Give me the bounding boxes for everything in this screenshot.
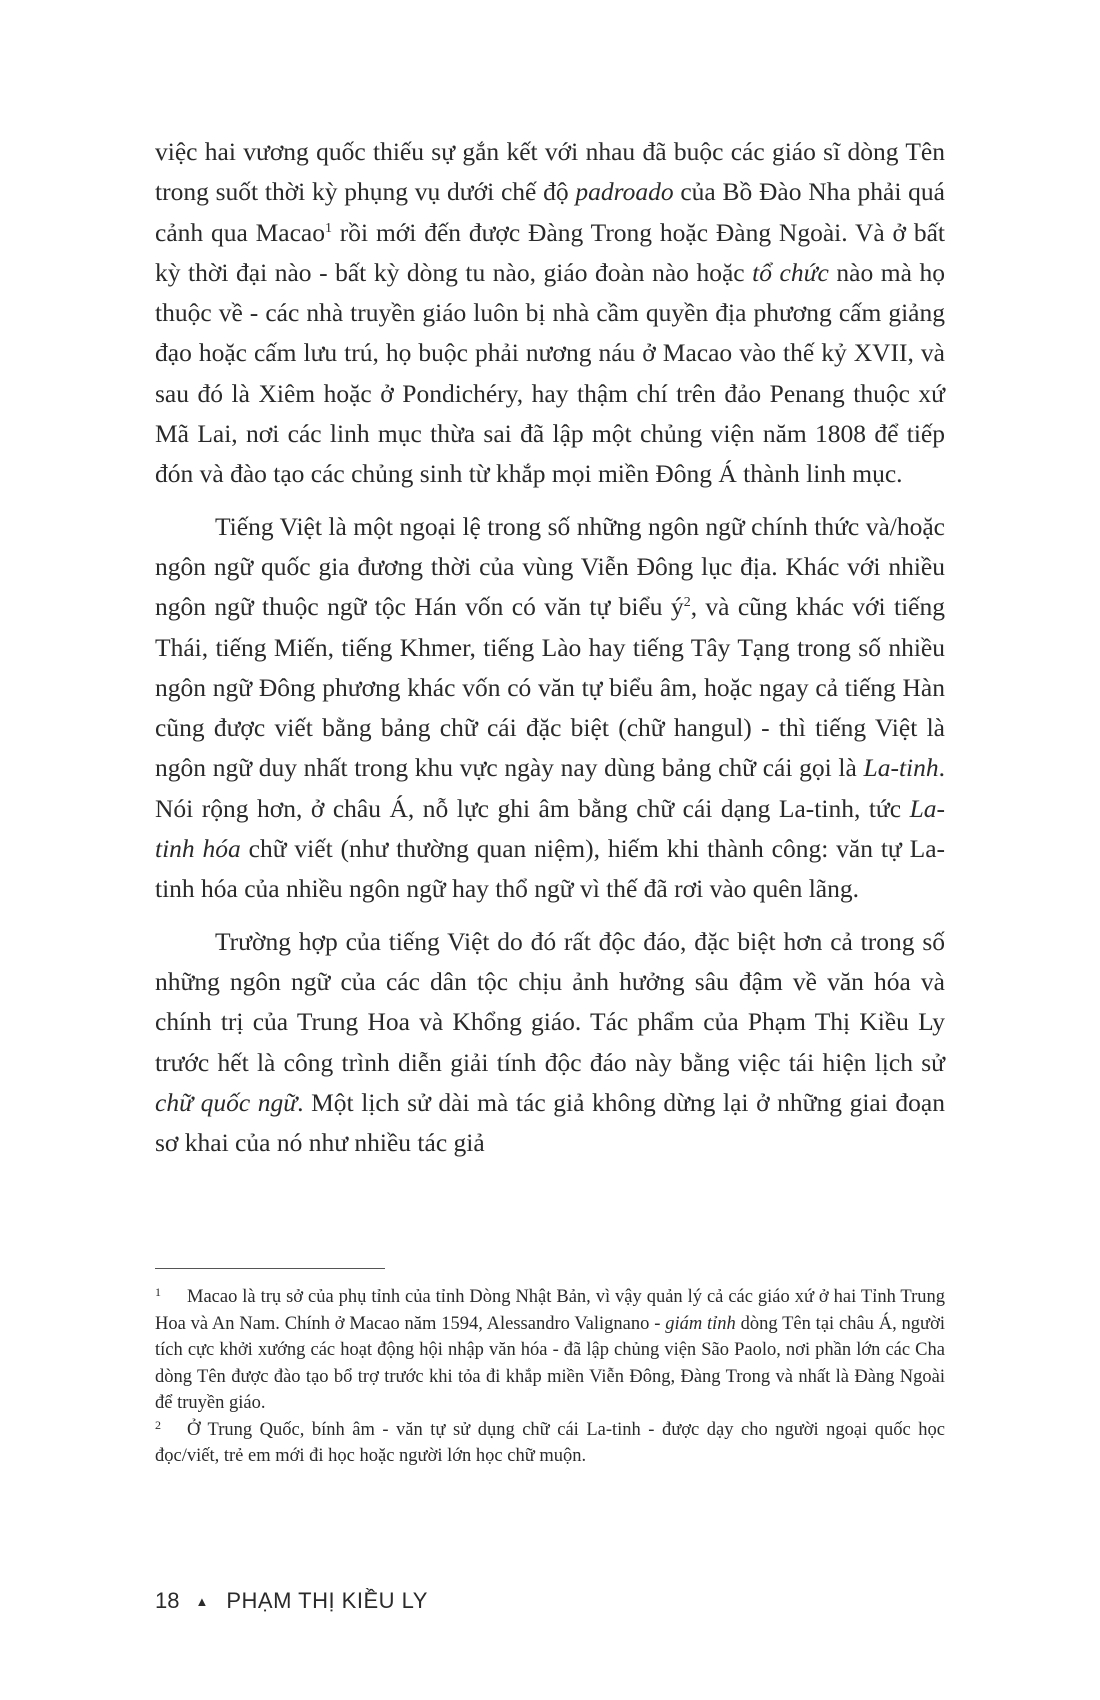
text-run: dòng Tên tại châu Á, người tích cực khởi xướng các hoạt động hội nhập văn hóa - đã lập chủng viện São Paolo, nơi phần lớn các Cha dòng Tên được đào tạo bổ trợ trước khi tỏa đi khắp miền Viễn Đông, Đàng Trong và nhất là Đàng Ngoài để truyền giáo. — [155, 1313, 945, 1413]
text-run: . Một lịch sử dài mà tác giả không dừng lại ở những giai đoạn sơ khai của nó như nhiều tác giả — [155, 1087, 946, 1158]
footnote-text — [155, 1287, 945, 1413]
triangle-icon: ▲ — [195, 1593, 209, 1609]
page-number: 18 — [155, 1588, 180, 1613]
footnote-text — [155, 1420, 945, 1467]
footnote-1: 1 Macao là trụ sở của phụ tỉnh của tỉnh Dòng Nhật Bản, vì vậy quản lý cả các giáo xứ ở hai Tỉnh Trung Hoa và An Nam. Chính ở Macao năm 1594, Alessandro Valignano - giám tỉnh dòng Tên tại châu Á, người tích cực khởi xướng các hoạt động hội nhập văn hóa - đã lập chủng viện São Paolo, nơi phần lớn các Cha dòng Tên được đào tạo bổ trợ trước khi tỏa đi khắp miền Viễn Đông, Đàng Trong và nhất là Đàng Ngoài để truyền giáo. — [155, 1285, 945, 1413]
paragraph-1 — [155, 132, 945, 495]
italic-text: padroado — [575, 177, 674, 207]
italic-text: La-tinh hóa — [155, 793, 945, 864]
text-run: Ở Trung Quốc, bính âm - văn tự sử dụng chữ cái La-tinh - được dạy cho người ngoại quốc học đọc/viết, trẻ em mới đi học hoặc người lớn học chữ muộn. — [155, 1419, 945, 1466]
italic-text: chữ quốc ngữ — [155, 1087, 298, 1117]
paragraph-3 — [155, 922, 945, 1164]
text-run: việc hai vương quốc thiếu sự gắn kết với nhau đã buộc các giáo sĩ dòng Tên trong suốt thời kỳ phụng vụ dưới chế độ — [155, 137, 945, 207]
text-run: nào mà họ thuộc về - các nhà truyền giáo luôn bị nhà cầm quyền địa phương cấm giảng đạo hoặc cấm lưu trú, họ buộc phải nương náu ở Macao vào thế kỷ XVII, và sau đó là Xiêm hoặc ở Pondichéry, hay thậm chí trên đảo Penang thuộc xứ Mã Lai, nơi các linh mục thừa sai đã lập một chủng viện năm 1808 để tiếp đón và đào tạo các chủng sinh từ khắp mọi miền Đông Á thành linh mục. — [155, 257, 945, 489]
footnotes — [155, 1284, 945, 1470]
page-footer — [155, 1588, 428, 1614]
italic-text: La-tinh — [863, 753, 939, 783]
footnote-reference: 2 — [683, 595, 691, 611]
text-run: Macao là trụ sở của phụ tỉnh của tỉnh Dòng Nhật Bản, vì vậy quản lý cả các giáo xứ ở hai Tỉnh Trung Hoa và An Nam. Chính ở Macao năm 1594, Alessandro Valignano - — [155, 1287, 945, 1334]
text-run: Tiếng Việt là một ngoại lệ trong số những ngôn ngữ chính thức và/hoặc ngôn ngữ quốc gia đương thời của vùng Viễn Đông lục địa. Khác với nhiều ngôn ngữ thuộc ngữ tộc Hán vốn có văn tự biểu ý — [155, 511, 945, 622]
text-run: Trường hợp của tiếng Việt do đó rất độc đáo, đặc biệt hơn cả trong số những ngôn ngữ của các dân tộc chịu ảnh hưởng sâu đậm về văn hóa và chính trị của Trung Hoa và Khổng giáo. Tác phẩm của Phạm Thị Kiều Ly trước hết là công trình diễn giải tính độc đáo này bằng việc tái hiện lịch sử — [155, 926, 945, 1077]
text-run: của Bồ Đào Nha phải quá cảnh qua Macao — [155, 177, 945, 247]
footnote-2: 2 Ở Trung Quốc, bính âm - văn tự sử dụng chữ cái La-tinh - được dạy cho người ngoại quốc học đọc/viết, trẻ em mới đi học hoặc người lớn học chữ muộn. — [155, 1417, 945, 1466]
text-run: , và cũng khác với tiếng Thái, tiếng Miến, tiếng Khmer, tiếng Lào hay tiếng Tây Tạng trong số nhiều ngôn ngữ Đông phương khác vốn có văn tự biểu âm, hoặc ngay cả tiếng Hàn cũng được viết bằng bảng chữ cái đặc biệt (chữ hangul) - thì tiếng Việt là ngôn ngữ duy nhất trong khu vực ngày nay dùng bảng chữ cái gọi là — [155, 592, 945, 783]
running-author: PHẠM THỊ KIỀU LY — [226, 1588, 428, 1613]
footnote-reference: 1 — [324, 220, 332, 236]
footnote-divider — [155, 1268, 385, 1269]
italic-text: giám tỉnh — [665, 1313, 736, 1334]
text-run: chữ viết (như thường quan niệm), hiếm khi thành công: văn tự La-tinh hóa của nhiều ngôn ngữ hay thổ ngữ vì thế đã rơi vào quên lãng. — [155, 834, 946, 904]
text-run: . Nói rộng hơn, ở châu Á, nỗ lực ghi âm bằng chữ cái dạng La-tinh, tức — [155, 753, 945, 823]
paragraph-2 — [155, 507, 945, 910]
italic-text: tổ chức — [752, 257, 829, 287]
text-run: rồi mới đến được Đàng Trong hoặc Đàng Ngoài. Và ở bất kỳ thời đại nào - bất kỳ dòng tu nào, giáo đoàn nào hoặc — [155, 217, 945, 287]
main-text — [155, 132, 945, 1163]
